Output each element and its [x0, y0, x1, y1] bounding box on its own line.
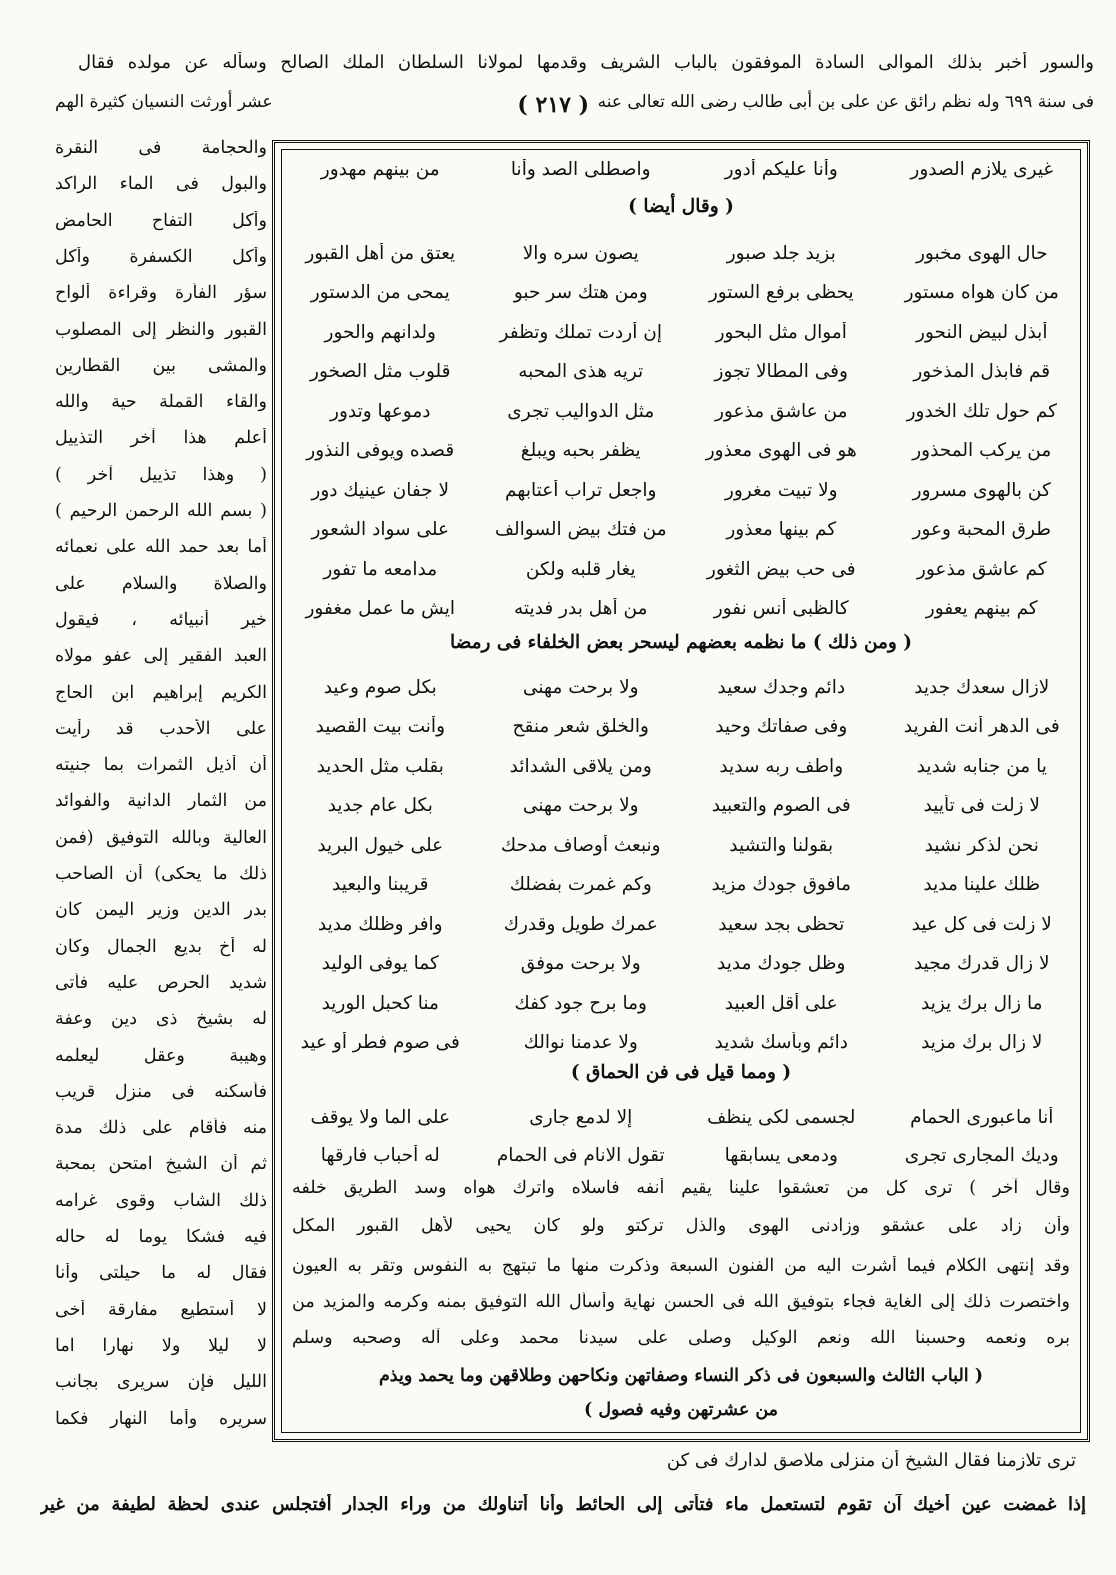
- side-column-line: القبور والنظر إلى المصلوب: [55, 319, 267, 340]
- hemistich: لا جفان عينيك دور: [311, 479, 450, 501]
- side-column-line: على الأحدب قد رأيت: [55, 718, 267, 739]
- side-column-line: منه فأقام على ذلك مدة: [55, 1118, 267, 1139]
- verse-line: [280, 353, 1082, 391]
- hemistich: قريبنا والبعيد: [332, 874, 429, 895]
- hemistich: من عاشق مذعور: [714, 400, 848, 422]
- hemistich: إلا لدمع جارى: [529, 1106, 633, 1128]
- chapter-heading: ( الباب الثالث والسبعون فى ذكر النساء وصفاتهن ونكاحهن وطلاقهن وما يحمد ويذم: [378, 1366, 984, 1386]
- verse-line: [280, 1024, 1082, 1062]
- hemistich: غيرى يلازم الصدور: [910, 158, 1054, 180]
- hemistich: أنا ماعبورى الحمام: [910, 1106, 1054, 1128]
- hemistich: وظل جودك مديد: [717, 953, 846, 974]
- hemistich: كم عاشق مذعور: [916, 558, 1047, 580]
- verse-line: [280, 234, 1082, 272]
- hemistich: من بينهم مهدور: [320, 158, 440, 180]
- hemistich: وما برح جود كفك: [514, 992, 647, 1014]
- hemistich: بكل عام جديد: [327, 795, 433, 816]
- verse-line: [280, 708, 1082, 746]
- side-column-line: والصلاة والسلام على: [55, 573, 267, 594]
- side-column-line: ثم أن الشيخ امتحن بمحبة: [55, 1154, 267, 1175]
- hemistich: دائم وبأسك شديد: [714, 1032, 848, 1053]
- hemistich: ومن يلاقى الشدائد: [509, 755, 652, 777]
- hemistich: لا زال قدرك مجيد: [913, 953, 1050, 974]
- side-column-line: أما بعد حمد الله على نعمائه: [55, 537, 267, 558]
- side-column-line: له بشيخ ذى دين وعفة: [55, 1009, 267, 1030]
- hemistich: دموعها وتدور: [330, 400, 431, 422]
- side-column-line: سؤر الفأرة وقراءة ألواح: [55, 283, 267, 304]
- hemistich: وكم غمرت بفضلك: [509, 874, 652, 895]
- hemistich: ولا برحت موفق: [520, 953, 641, 974]
- verse-line: [280, 313, 1082, 351]
- hemistich: وفى المطالا تجوز: [714, 361, 848, 382]
- hemistich: يمحى من الدستور: [310, 282, 450, 303]
- hemistich: مافوق جودك مزيد: [711, 874, 852, 895]
- hemistich: عمرك طويل وقدرك: [503, 913, 658, 935]
- verse-line: [280, 866, 1082, 904]
- hemistich: ودمعى يسابقها: [724, 1144, 838, 1166]
- chapter-heading: من عشرتهن وفيه فصول ): [583, 1400, 779, 1420]
- hemistich: كالظبى أنس نفور: [713, 598, 849, 619]
- side-column-line: فقال له ما حيلتى وأنا: [55, 1263, 267, 1284]
- hemistich: من أهل بدر فديته: [513, 598, 648, 619]
- hemistich: مثل الدواليب تجرى: [507, 400, 655, 422]
- side-column-line: لا ليلا ولا نهارا اما: [55, 1335, 267, 1356]
- prose-line: واختصرت ذلك إلى الغاية فجاء بتوفيق الله فى الحسن نهاية وأسأل الله التوفيق بمنه وكرمه والمزيد من: [292, 1292, 1070, 1312]
- hemistich: من فتك بيض السوالف: [494, 519, 667, 540]
- side-column-line: والمشى بين القطارين: [55, 355, 267, 376]
- hemistich: لا زلت فى تأييد: [923, 795, 1040, 816]
- hemistich: ظلك علينا مديد: [923, 874, 1041, 895]
- verse-line: [280, 905, 1082, 943]
- hemistich: يغار قلبه ولكن: [525, 558, 636, 580]
- hemistich: أبذل لبيض النحور: [916, 321, 1048, 343]
- hemistich: ولا تبيت مغرور: [724, 479, 838, 501]
- hemistich: كم حول تلك الخدور: [906, 400, 1057, 422]
- prose-line: وقد إنتهى الكلام فيما أشرت اليه من الفنون السبعة وذكرت منها ما تبتهج به النفوس وتقر به العيون: [292, 1256, 1070, 1276]
- hemistich: ومن هتك سر حبو: [513, 282, 648, 303]
- hemistich: قلوب مثل الصخور: [310, 361, 451, 382]
- section-heading: ( ومما قيل فى فن الحماق ): [570, 1062, 792, 1083]
- hemistich: على سواد الشعور: [311, 519, 449, 540]
- hemistich: هو فى الهوى معذور: [705, 440, 857, 461]
- side-column-line: ( وهذا تذييل آخر ): [55, 464, 267, 485]
- hemistich: على الما ولا يوقف: [310, 1106, 451, 1128]
- hemistich: تحظى بجد سعيد: [718, 913, 845, 935]
- page-number: ( ٢١٧ ): [517, 92, 589, 118]
- hemistich: ايش ما عمل مغفور: [305, 598, 455, 619]
- side-column-line: العالية وبالله التوفيق (فمن: [55, 827, 267, 848]
- prose-line: وأن زاد على عشقو وزادنى الهوى والذل تركتو ولو كان يحيى لأهل القبور المكل: [292, 1216, 1070, 1236]
- hemistich: والخلق شعر منقح: [512, 716, 649, 737]
- side-column-line: لا أستطيع مفارقة أخى: [55, 1299, 267, 1320]
- hemistich: تريه هذى المحبه: [518, 361, 644, 382]
- hemistich: قم فابذل المذخور: [913, 361, 1051, 382]
- hemistich: نحن لذكر نشيد: [924, 834, 1039, 856]
- hemistich: بقولنا والتشيد: [729, 834, 834, 856]
- side-column-line: وهيبة وعقل ليعلمه: [55, 1045, 267, 1066]
- verse-line: [280, 392, 1082, 430]
- hemistich: ولا برحت مهنى: [522, 676, 639, 698]
- verse-line: [280, 511, 1082, 549]
- hemistich: تقول الانام فى الحمام: [496, 1144, 665, 1166]
- side-column-line: بدر الدين وزير اليمن كان: [55, 900, 267, 921]
- verse-line: [280, 945, 1082, 983]
- side-column-line: ذلك ما يحكى) أن الصاحب: [55, 864, 267, 884]
- hemistich: يعتق من أهل القبور: [305, 242, 456, 264]
- header-line-1: والسور أخبر بذلك الموالى السادة الموفقون بالباب الشريف وقدمها لمولانا السلطان الملك الصالح وسأله عن مولده فقال: [78, 52, 1094, 73]
- hemistich: إن أردت تملك وتظفر: [499, 321, 662, 343]
- verse-line: [280, 550, 1082, 588]
- hemistich: ولا برحت مهنى: [522, 795, 639, 816]
- side-column-line: أعلم هذا آخر التذييل: [55, 428, 267, 449]
- hemistich: لا زلت فى كل عيد: [911, 913, 1052, 935]
- section-heading: ( ومن ذلك ) ما نظمه بعضهم ليسحر بعض الخلفاء فى رمضا: [449, 632, 913, 653]
- hemistich: مدامعه ما تفور: [323, 558, 438, 580]
- hemistich: من كان هواه مستور: [904, 282, 1059, 303]
- hemistich: من يركب المحذور: [912, 440, 1052, 461]
- side-column-line: وأكل التفاح الحامض: [55, 210, 267, 231]
- verse-line: [280, 1098, 1082, 1136]
- hemistich: على أقل العبيد: [724, 992, 838, 1014]
- verse-line: [280, 471, 1082, 509]
- side-column-line: أن أذيل الثمرات بما جنيته: [55, 755, 267, 776]
- side-column-line: من الثمار الدانية والفوائد: [55, 791, 267, 812]
- verse-line: [280, 150, 1082, 188]
- side-column-line: والقاء القملة حية والله: [55, 392, 267, 413]
- hemistich: ولدانهم والحور: [324, 321, 436, 343]
- prose-line: وقال آخر ) ترى كل من تعشقوا علينا يقيم أنفه فاسلاه واترك هواه وسد الطريق خلفه: [292, 1178, 1070, 1198]
- hemistich: لازال سعدك جديد: [914, 676, 1050, 698]
- hemistich: يصون سره والا: [522, 242, 639, 264]
- verse-line: [280, 1136, 1082, 1174]
- verse-line: [280, 747, 1082, 785]
- side-column-line: فيه فشكا يوما له حاله: [55, 1227, 267, 1247]
- hemistich: أموال مثل البحور: [715, 321, 847, 343]
- hemistich: واجعل تراب أعتابهم: [504, 479, 657, 501]
- hemistich: وديك المجارى تجرى: [904, 1144, 1059, 1166]
- hemistich: فى الصوم والتعبيد: [711, 795, 851, 816]
- prose-line: بره ونعمه وحسبنا الله ونعم الوكيل وصلى على سيدنا محمد وعلى آله وصحبه وسلم: [292, 1328, 1070, 1348]
- hemistich: ونبعث أوصاف مدحك: [500, 834, 661, 856]
- verse-line: [280, 668, 1082, 706]
- footer-line-1: ترى تلازمنا فقال الشيخ أن منزلى ملاصق لدارك فى كن: [666, 1450, 1076, 1471]
- header-line-2-left: عشر أورثت النسيان كثيرة الهم: [55, 92, 273, 112]
- hemistich: لا زال برك مزيد: [921, 1032, 1043, 1053]
- side-column-line: العبد الفقير إلى عفو مولاه: [55, 646, 267, 667]
- verse-line: [280, 590, 1082, 628]
- hemistich: وافر وظلك مديد: [317, 913, 443, 935]
- verse-line: [280, 787, 1082, 825]
- side-column-line: ذلك الشاب وقوى غرامه: [55, 1190, 267, 1211]
- hemistich: قصده ويوفى النذور: [306, 440, 455, 461]
- side-column-line: والبول فى الماء الراكد: [55, 174, 267, 195]
- footer-line-2: إذا غمضت عين أخيك آن تقوم لتستعمل ماء فتأتى إلى الحائط وأنا أتناولك من وراء الجدار أفتجلس عندى لحظة لطيفة من غير: [40, 1494, 1086, 1515]
- hemistich: منا كحبل الوريد: [321, 992, 439, 1014]
- hemistich: كن بالهوى مسرور: [912, 479, 1051, 501]
- side-column-line: شديد الحرص عليه فأتى: [55, 972, 267, 993]
- hemistich: وأنا عليكم أدور: [724, 158, 838, 180]
- hemistich: كما يوفى الوليد: [321, 953, 439, 974]
- hemistich: بكل صوم وعيد: [323, 676, 437, 698]
- verse-line: [280, 274, 1082, 312]
- hemistich: وفى صفاتك وحيد: [715, 716, 848, 737]
- hemistich: على خيول البريد: [317, 834, 444, 856]
- hemistich: كم بينها معذور: [726, 519, 837, 540]
- side-column-line: فأسكنه فى منزل قريب: [55, 1081, 267, 1102]
- hemistich: دائم وجدك سعيد: [717, 676, 846, 698]
- hemistich: فى الدهر أنت الفريد: [903, 716, 1060, 737]
- side-column-line: وأكل الكسفرة وأكل: [55, 246, 267, 267]
- hemistich: واصطلى الصد وأنا: [510, 158, 651, 180]
- frame-content: [280, 148, 1082, 1434]
- hemistich: ولا عدمنا نوالك: [523, 1032, 638, 1053]
- hemistich: لجسمى لكى ينظف: [707, 1106, 856, 1128]
- verse-line: [280, 432, 1082, 470]
- hemistich: حال الهوى مخبور: [915, 242, 1048, 264]
- verse-line: [280, 826, 1082, 864]
- verse-line: [280, 984, 1082, 1022]
- side-column-line: له أخ بديع الجمال وكان: [55, 936, 267, 957]
- side-column-line: سريره وأما النهار فكما: [55, 1408, 267, 1429]
- side-column-line: خير أنبيائه ، فيقول: [55, 609, 267, 630]
- side-column-line: الليل فإن سريرى بجانب: [55, 1372, 267, 1393]
- hemistich: بقلب مثل الحديد: [316, 755, 444, 777]
- side-column-line: ( بسم الله الرحمن الرحيم ): [55, 501, 267, 521]
- side-column-line: الكريم إبراهيم ابن الحاج: [55, 682, 267, 703]
- hemistich: فى صوم فطر أو عيد: [300, 1032, 460, 1053]
- hemistich: بزيد جلد صبور: [726, 242, 836, 264]
- hemistich: ما زال برك يزيد: [920, 992, 1043, 1014]
- hemistich: يحظى برفع الستور: [708, 282, 854, 303]
- hemistich: واطف ربه سديد: [719, 755, 844, 777]
- hemistich: له أحباب فارقها: [320, 1144, 440, 1166]
- hemistich: فى حب بيض الثغور: [706, 558, 856, 580]
- hemistich: يظفر بحبه ويبلغ: [520, 440, 641, 461]
- hemistich: كم بينهم يعفور: [925, 598, 1038, 619]
- hemistich: طرق المحبة وعور: [912, 519, 1051, 540]
- header-line-2-right: فى سنة ٦٩٩ وله نظم رائق عن على بن أبى طالب رضى الله تعالى عنه: [597, 92, 1094, 112]
- hemistich: يا من جنابه شديد: [916, 755, 1047, 777]
- section-heading: ( وقال أيضا ): [628, 196, 734, 217]
- running-head: [55, 92, 1094, 126]
- hemistich: وأنت بيت القصيد: [315, 716, 446, 737]
- side-column-line: والحجامة فى النقرة: [55, 138, 267, 158]
